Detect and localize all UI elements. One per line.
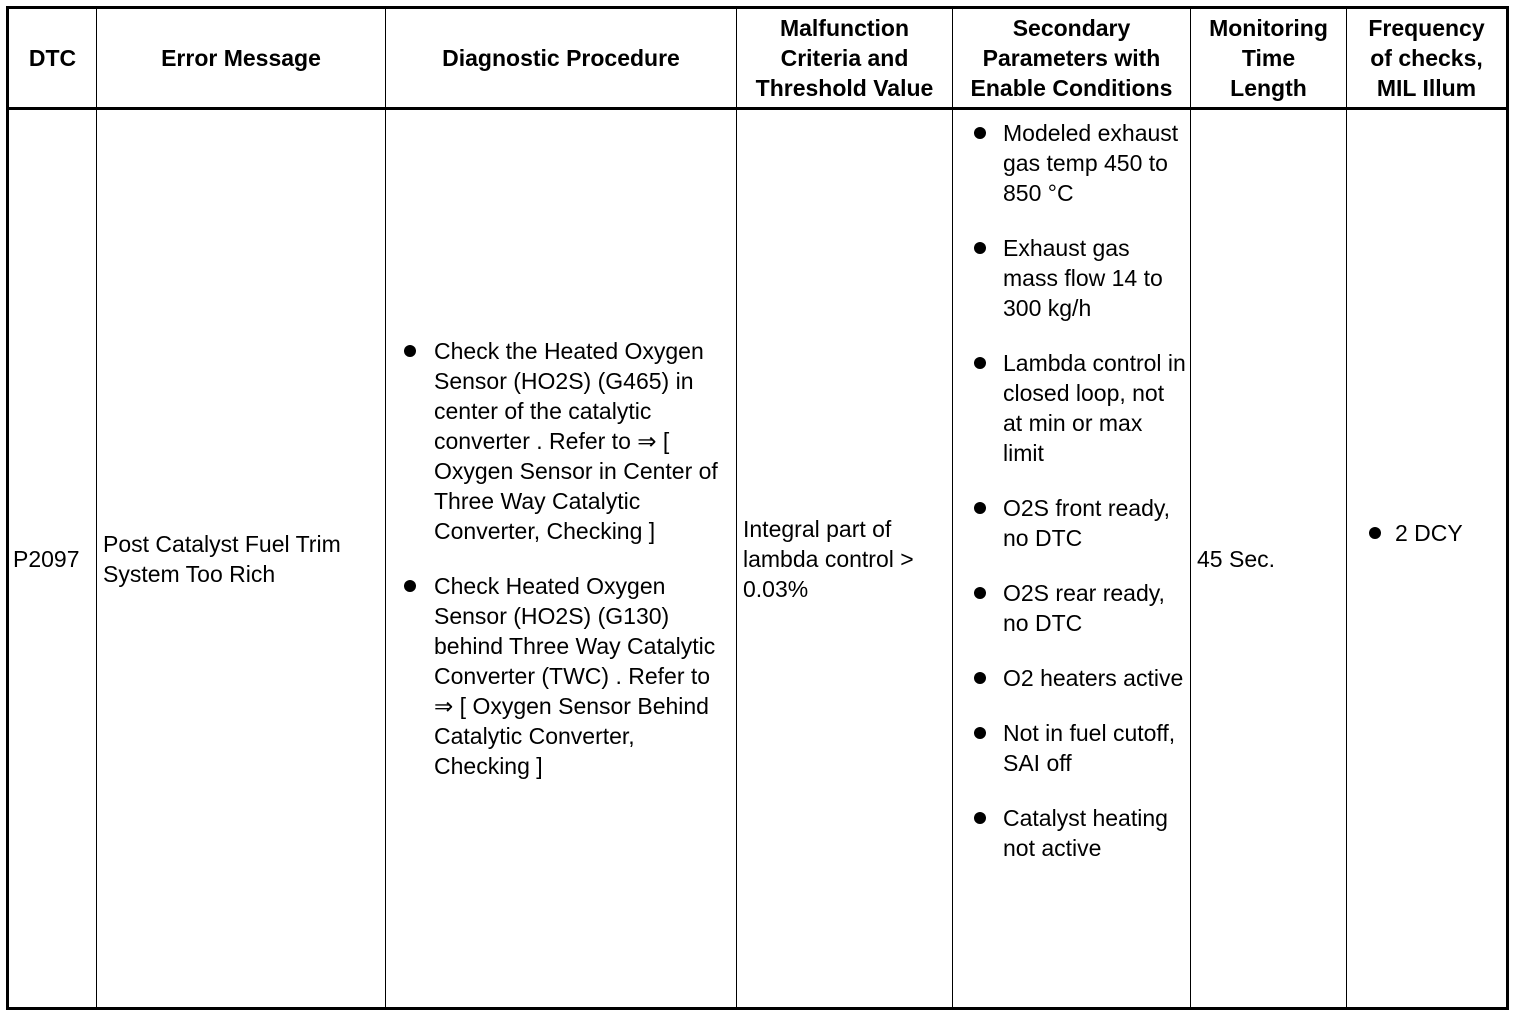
procedure-list <box>386 336 730 781</box>
header-frequency: Frequency of checks, MIL Illum <box>1347 8 1508 109</box>
bullet-icon <box>1369 527 1381 539</box>
list-item: Catalyst heating not active <box>953 803 1186 863</box>
table-row <box>8 109 1508 1009</box>
cell-monitoring-time: 45 Sec. <box>1191 109 1347 1009</box>
header-error-message: Error Message <box>97 8 386 109</box>
bullet-icon <box>974 242 986 254</box>
list-item: O2S rear ready, no DTC <box>953 578 1186 638</box>
cell-dtc-code: P2097 <box>8 109 97 1009</box>
cell-secondary-parameters <box>953 109 1191 1009</box>
cell-frequency <box>1347 109 1508 1009</box>
list-item: O2 heaters active <box>953 663 1186 693</box>
dtc-table <box>6 6 1509 1010</box>
header-row <box>8 8 1508 109</box>
bullet-icon <box>974 812 986 824</box>
header-monitoring-time: Monitoring Time Length <box>1191 8 1347 109</box>
list-item: Not in fuel cutoff, SAI off <box>953 718 1186 778</box>
header-dtc: DTC <box>8 8 97 109</box>
list-item: Exhaust gas mass flow 14 to 300 kg/h <box>953 233 1186 323</box>
list-item: Check the Heated Oxygen Sensor (HO2S) (G465) in center of the catalytic converter . Refer to ⇒ [ Oxygen Sensor in Center of Three Way Catalytic Converter, Checking ] <box>386 336 730 546</box>
header-diagnostic-procedure: Diagnostic Procedure <box>386 8 737 109</box>
cell-malfunction-criteria: Integral part of lambda control > 0.03% <box>737 109 953 1009</box>
header-secondary-parameters: Secondary Parameters with Enable Conditions <box>953 8 1191 109</box>
bullet-icon <box>974 127 986 139</box>
list-item: Check Heated Oxygen Sensor (HO2S) (G130) behind Three Way Catalytic Converter (TWC) . Refer to ⇒ [ Oxygen Sensor Behind Catalytic Converter, Checking ] <box>386 571 730 781</box>
bullet-icon <box>404 345 416 357</box>
list-item: 2 DCY <box>1347 518 1506 548</box>
secondary-parameters-list <box>953 118 1186 863</box>
list-item: Lambda control in closed loop, not at min or max limit <box>953 348 1186 468</box>
bullet-icon <box>974 587 986 599</box>
bullet-icon <box>404 580 416 592</box>
list-item: Modeled exhaust gas temp 450 to 850 °C <box>953 118 1186 208</box>
cell-error-message: Post Catalyst Fuel Trim System Too Rich <box>97 109 386 1009</box>
list-item: O2S front ready, no DTC <box>953 493 1186 553</box>
bullet-icon <box>974 502 986 514</box>
bullet-icon <box>974 357 986 369</box>
bullet-icon <box>974 672 986 684</box>
header-malfunction-criteria: Malfunction Criteria and Threshold Value <box>737 8 953 109</box>
frequency-list <box>1347 518 1506 548</box>
cell-diagnostic-procedure <box>386 109 737 1009</box>
bullet-icon <box>974 727 986 739</box>
